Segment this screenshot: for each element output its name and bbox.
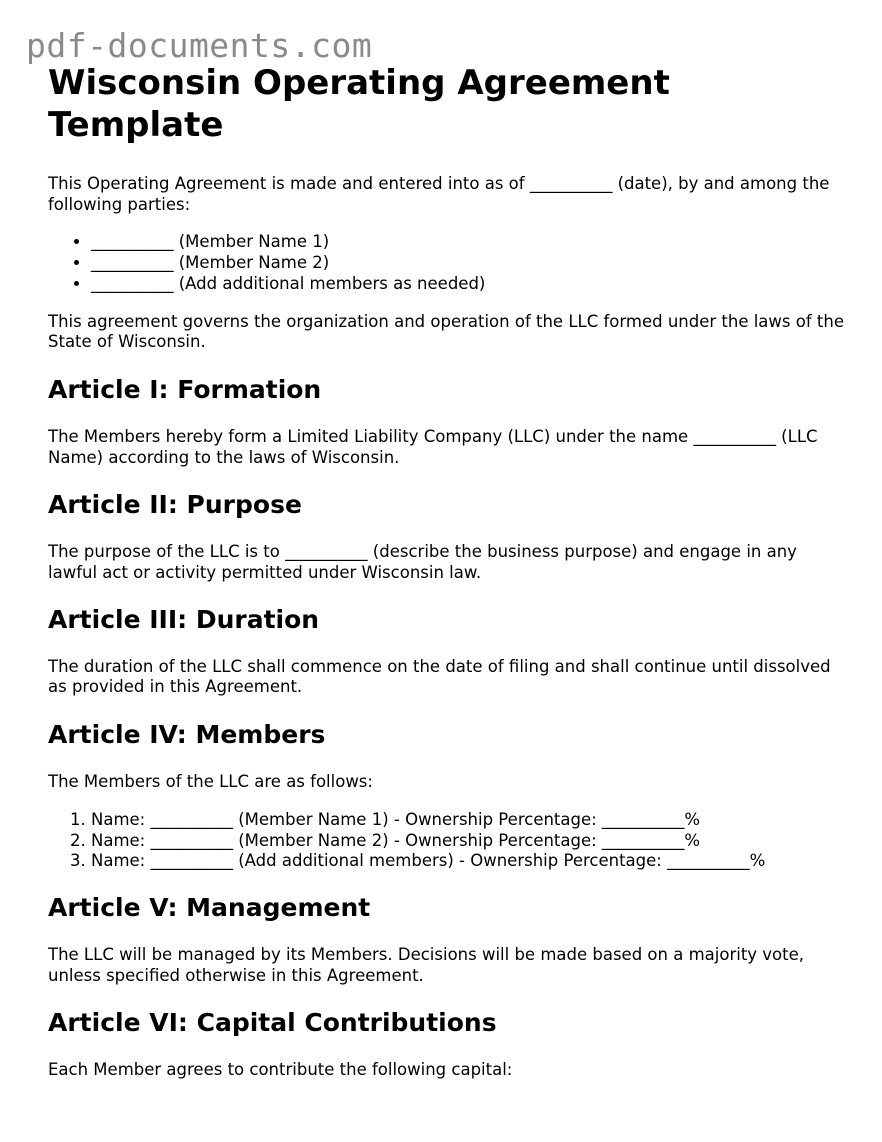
watermark: pdf-documents.com — [26, 26, 373, 65]
article-3-text: The duration of the LLC shall commence on the date of filing and shall continue until dissolved as provided in this Agreement. — [48, 656, 831, 697]
article-1-heading: Article I: Formation — [48, 374, 322, 404]
list-item: 1. Name: __________ (Member Name 1) - Ownership Percentage: __________% — [91, 810, 848, 831]
governs-paragraph: This agreement governs the organization and operation of the LLC formed under the laws of the State of Wisconsin. — [48, 311, 844, 352]
list-item: 3. Name: __________ (Add additional members) - Ownership Percentage: __________% — [91, 851, 848, 872]
page-title: Wisconsin Operating Agreement Template — [48, 63, 670, 145]
document-body — [48, 62, 848, 1081]
article-2-heading: Article II: Purpose — [48, 490, 302, 520]
article-3-heading: Article III: Duration — [48, 604, 320, 634]
article-2-text: The purpose of the LLC is to __________ (describe the business purpose) and engage in any lawful act or activity permitted under Wisconsin law. — [48, 542, 797, 583]
list-item: • __________ (Member Name 2) — [91, 253, 848, 274]
article-6-heading: Article VI: Capital Contributions — [48, 1008, 497, 1038]
list-item: • __________ (Member Name 1) — [91, 232, 848, 253]
article-1-text: The Members hereby form a Limited Liability Company (LLC) under the name __________ (LLC Name) according to the laws of Wisconsin. — [48, 426, 818, 467]
article-4-text: The Members of the LLC are as follows: — [48, 772, 373, 792]
article-5-heading: Article V: Management — [48, 892, 371, 922]
article-6-text: Each Member agrees to contribute the following capital: — [48, 1060, 513, 1080]
list-item: • __________ (Add additional members as needed) — [91, 274, 848, 295]
list-item: 2. Name: __________ (Member Name 2) - Ownership Percentage: __________% — [91, 831, 848, 852]
members-list — [48, 810, 848, 872]
intro-paragraph: This Operating Agreement is made and entered into as of __________ (date), by and among the following parties: — [48, 174, 830, 214]
article-4-heading: Article IV: Members — [48, 720, 326, 750]
parties-list — [48, 232, 848, 294]
article-5-text: The LLC will be managed by its Members. Decisions will be made based on a majority vote, unless specified otherwise in this Agreement. — [48, 944, 805, 985]
